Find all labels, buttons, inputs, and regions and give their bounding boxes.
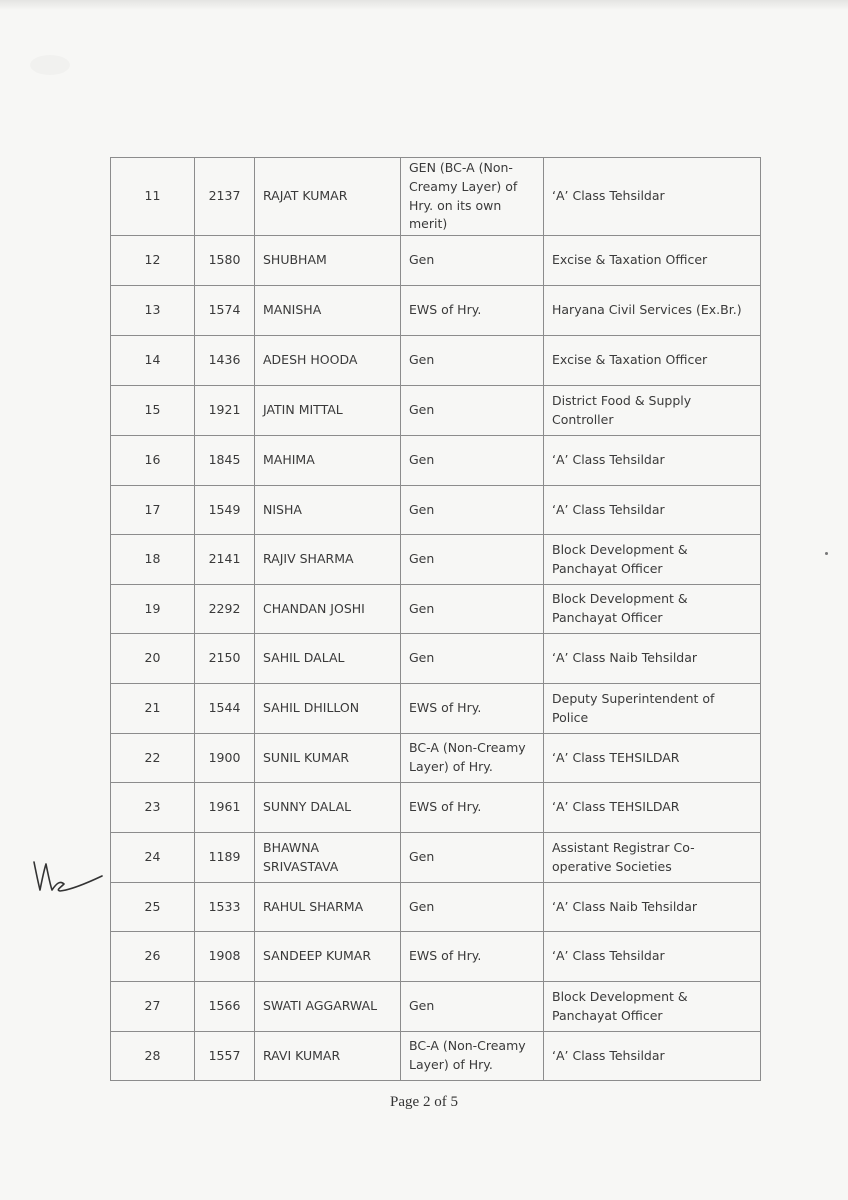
sr-no-cell: 17 — [111, 486, 195, 535]
scan-speck — [825, 552, 828, 555]
roll-no-cell: 1580 — [195, 236, 255, 286]
service-allocated-cell: Haryana Civil Services (Ex.Br.) — [544, 286, 761, 336]
roll-no-cell: 1533 — [195, 883, 255, 932]
roll-no-cell: 1189 — [195, 833, 255, 883]
roll-no-cell: 1566 — [195, 982, 255, 1032]
category-cell: Gen — [401, 585, 544, 634]
candidate-name-cell: SAHIL DALAL — [255, 634, 401, 684]
category-cell: GEN (BC-A (Non-Creamy Layer) of Hry. on its own merit) — [401, 158, 544, 236]
category-cell: Gen — [401, 982, 544, 1032]
roll-no-cell: 1574 — [195, 286, 255, 336]
table-row — [111, 486, 761, 535]
service-allocated-cell: ‘A’ Class Tehsildar — [544, 486, 761, 535]
sr-no-cell: 11 — [111, 158, 195, 236]
table-row — [111, 634, 761, 684]
sr-no-cell: 28 — [111, 1032, 195, 1081]
category-cell: Gen — [401, 486, 544, 535]
category-cell: BC-A (Non-Creamy Layer) of Hry. — [401, 1032, 544, 1081]
table-row — [111, 684, 761, 734]
table-row — [111, 336, 761, 386]
table-row — [111, 734, 761, 783]
sr-no-cell: 27 — [111, 982, 195, 1032]
results-table — [110, 157, 761, 1081]
roll-no-cell: 1908 — [195, 932, 255, 982]
signature-mark — [30, 858, 110, 898]
candidate-name-cell: RAJIV SHARMA — [255, 535, 401, 585]
roll-no-cell: 1900 — [195, 734, 255, 783]
category-cell: Gen — [401, 535, 544, 585]
table-row — [111, 535, 761, 585]
candidate-name-cell: SAHIL DHILLON — [255, 684, 401, 734]
service-allocated-cell: ‘A’ Class Tehsildar — [544, 1032, 761, 1081]
candidate-name-cell: MAHIMA — [255, 436, 401, 486]
service-allocated-cell: ‘A’ Class Tehsildar — [544, 158, 761, 236]
service-allocated-cell: Block Development & Panchayat Officer — [544, 982, 761, 1032]
category-cell: BC-A (Non-Creamy Layer) of Hry. — [401, 734, 544, 783]
table-row — [111, 783, 761, 833]
sr-no-cell: 24 — [111, 833, 195, 883]
roll-no-cell: 2292 — [195, 585, 255, 634]
sr-no-cell: 21 — [111, 684, 195, 734]
category-cell: EWS of Hry. — [401, 286, 544, 336]
candidate-name-cell: RAVI KUMAR — [255, 1032, 401, 1081]
candidate-name-cell: SWATI AGGARWAL — [255, 982, 401, 1032]
category-cell: EWS of Hry. — [401, 684, 544, 734]
service-allocated-cell: Excise & Taxation Officer — [544, 336, 761, 386]
service-allocated-cell: Assistant Registrar Co-operative Societies — [544, 833, 761, 883]
table-row — [111, 236, 761, 286]
sr-no-cell: 14 — [111, 336, 195, 386]
candidate-name-cell: NISHA — [255, 486, 401, 535]
service-allocated-cell: ‘A’ Class Naib Tehsildar — [544, 883, 761, 932]
service-allocated-cell: ‘A’ Class TEHSILDAR — [544, 783, 761, 833]
table-body — [111, 158, 761, 1081]
table-row — [111, 158, 761, 236]
service-allocated-cell: Block Development & Panchayat Officer — [544, 535, 761, 585]
category-cell: Gen — [401, 883, 544, 932]
category-cell: EWS of Hry. — [401, 932, 544, 982]
table-row — [111, 1032, 761, 1081]
candidate-name-cell: ADESH HOODA — [255, 336, 401, 386]
sr-no-cell: 13 — [111, 286, 195, 336]
category-cell: Gen — [401, 236, 544, 286]
candidate-name-cell: RAHUL SHARMA — [255, 883, 401, 932]
candidate-name-cell: SUNIL KUMAR — [255, 734, 401, 783]
page-number: Page 2 of 5 — [390, 1094, 458, 1110]
table-row — [111, 982, 761, 1032]
candidate-name-cell: SHUBHAM — [255, 236, 401, 286]
service-allocated-cell: ‘A’ Class TEHSILDAR — [544, 734, 761, 783]
table-row — [111, 585, 761, 634]
sr-no-cell: 15 — [111, 386, 195, 436]
sr-no-cell: 23 — [111, 783, 195, 833]
scan-edge-shadow — [0, 0, 848, 10]
roll-no-cell: 1961 — [195, 783, 255, 833]
service-allocated-cell: Deputy Superintendent of Police — [544, 684, 761, 734]
sr-no-cell: 16 — [111, 436, 195, 486]
scan-smudge — [30, 55, 70, 75]
table-row — [111, 386, 761, 436]
service-allocated-cell: District Food & Supply Controller — [544, 386, 761, 436]
roll-no-cell: 1436 — [195, 336, 255, 386]
service-allocated-cell: Block Development & Panchayat Officer — [544, 585, 761, 634]
category-cell: Gen — [401, 436, 544, 486]
service-allocated-cell: ‘A’ Class Tehsildar — [544, 932, 761, 982]
candidate-name-cell: BHAWNA SRIVASTAVA — [255, 833, 401, 883]
sr-no-cell: 18 — [111, 535, 195, 585]
service-allocated-cell: Excise & Taxation Officer — [544, 236, 761, 286]
candidate-name-cell: MANISHA — [255, 286, 401, 336]
candidate-name-cell: SUNNY DALAL — [255, 783, 401, 833]
table-row — [111, 436, 761, 486]
sr-no-cell: 12 — [111, 236, 195, 286]
table-row — [111, 932, 761, 982]
candidate-name-cell: JATIN MITTAL — [255, 386, 401, 436]
roll-no-cell: 1845 — [195, 436, 255, 486]
roll-no-cell: 1549 — [195, 486, 255, 535]
roll-no-cell: 2141 — [195, 535, 255, 585]
candidate-name-cell: CHANDAN JOSHI — [255, 585, 401, 634]
service-allocated-cell: ‘A’ Class Tehsildar — [544, 436, 761, 486]
sr-no-cell: 26 — [111, 932, 195, 982]
sr-no-cell: 25 — [111, 883, 195, 932]
table-row — [111, 286, 761, 336]
category-cell: Gen — [401, 386, 544, 436]
sr-no-cell: 20 — [111, 634, 195, 684]
table-row — [111, 833, 761, 883]
service-allocated-cell: ‘A’ Class Naib Tehsildar — [544, 634, 761, 684]
roll-no-cell: 1544 — [195, 684, 255, 734]
candidate-name-cell: RAJAT KUMAR — [255, 158, 401, 236]
category-cell: Gen — [401, 634, 544, 684]
category-cell: Gen — [401, 336, 544, 386]
sr-no-cell: 19 — [111, 585, 195, 634]
table-row — [111, 883, 761, 932]
category-cell: EWS of Hry. — [401, 783, 544, 833]
roll-no-cell: 2137 — [195, 158, 255, 236]
roll-no-cell: 1921 — [195, 386, 255, 436]
sr-no-cell: 22 — [111, 734, 195, 783]
roll-no-cell: 2150 — [195, 634, 255, 684]
category-cell: Gen — [401, 833, 544, 883]
candidate-name-cell: SANDEEP KUMAR — [255, 932, 401, 982]
roll-no-cell: 1557 — [195, 1032, 255, 1081]
